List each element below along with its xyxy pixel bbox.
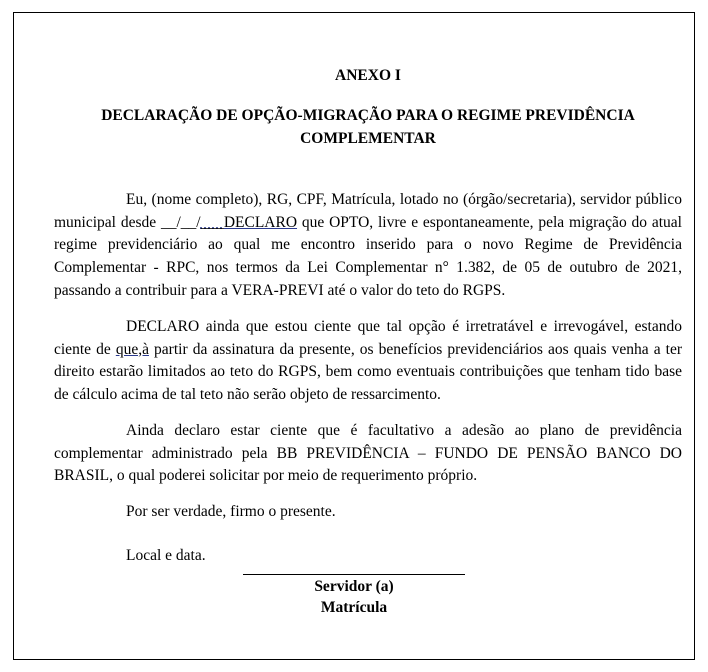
paragraph-2-inserted-word: que,à xyxy=(115,340,149,358)
document-content xyxy=(54,65,682,581)
paragraph-1-text-part-1: Eu, (nome completo), RG, CPF, Matrícula, lotado no (órgão/secretaria), servidor público municipal desde __/__/ xyxy=(54,190,682,231)
paragraph-2-text-part-2: partir da assinatura da presente, os benefícios previdenciários aos quais venha a ter direito estarão limitados ao teto do RGPS, bem como eventuais contribuições que tenham tido base de cálculo acima de tal teto não serão objeto de ressarcimento. xyxy=(54,340,683,404)
document-border xyxy=(13,12,695,660)
signature-registration-label: Matrícula xyxy=(320,598,388,616)
paragraph-declaration-option xyxy=(54,189,682,303)
document-subtitle: DECLARAÇÃO DE OPÇÃO-MIGRAÇÃO PARA O REGIME PREVIDÊNCIA COMPLEMENTAR xyxy=(101,106,635,147)
paragraph-1-text-part-2: que OPTO, livre e espontaneamente, pela migração do atual regime previdenciário ao qual me encontro inserido para o novo Regime de Previdência Complementar - RPC, nos termos da Lei Complementar n° 1.382, de 05 de outubro de 2021, passando a contribuir para a VERA-PREVI até o valor do teto do RGPS. xyxy=(54,213,682,299)
document-body xyxy=(54,189,682,568)
signature-block xyxy=(14,573,694,619)
paragraph-irrevocability xyxy=(54,316,682,407)
paragraph-1-inserted-word: DECLARO xyxy=(223,213,298,231)
signature-name-label: Servidor (a) xyxy=(314,578,394,595)
paragraph-optional-plan: Ainda declaro estar ciente que é facultativo a adesão ao plano de previdência complementar administrado pela BB PREVIDÊNCIA – FUNDO DE PENSÃO BANCO DO BRASIL, o qual poderei solicitar por meio de requerimento próprio. xyxy=(54,421,682,485)
page-title: ANEXO I xyxy=(335,67,401,84)
document-title-block xyxy=(54,65,682,151)
signature-line xyxy=(243,573,465,575)
paragraph-1-inserted-dots: ___ xyxy=(200,213,224,231)
paragraph-truth-statement: Por ser verdade, firmo o presente. xyxy=(126,503,336,521)
paragraph-2-text-part-1: DECLARO ainda que estou ciente que tal opção é irretratável e irrevogável, estando ciente de xyxy=(54,317,682,358)
paragraph-place-date: Local e data. xyxy=(126,546,206,564)
